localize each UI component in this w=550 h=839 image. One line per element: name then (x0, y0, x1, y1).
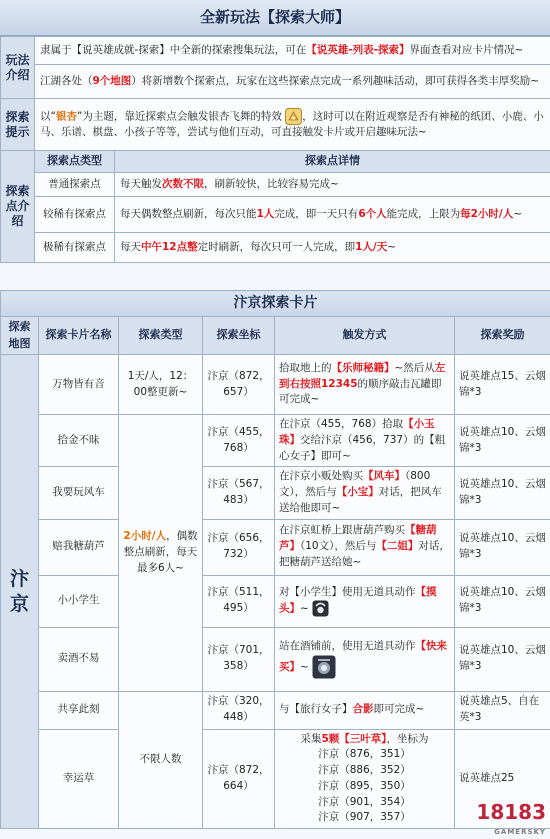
come-buy-action-icon (312, 655, 336, 679)
card-coord: 汴京（511，495） (203, 575, 275, 627)
card-name: 万物皆有音 (39, 355, 119, 415)
site-watermark: 18183 GAMERSKY (476, 800, 546, 836)
info-table (0, 36, 550, 263)
clover-coord: 汴京（895，350） (318, 779, 411, 792)
col-card-name: 探索卡片名称 (39, 317, 119, 355)
card-name: 赔我糖葫芦 (39, 519, 119, 575)
col-reward: 探索奖励 (455, 317, 550, 355)
card-trigger: 与【旅行女子】合影即可完成~ (275, 691, 455, 729)
card-reward: 说英雄点10、云烟锦*3 (455, 575, 550, 627)
card-coord: 汴京（455，768） (203, 415, 275, 467)
card-trigger: 拾取地上的【乐师秘籍】~然后从左到右按照12345的顺序敲击瓦罐即可完成~ (275, 355, 455, 415)
card-trigger: 对【小学生】使用无道具动作【摸头】~ (275, 575, 455, 627)
card-name: 幸运草 (39, 729, 119, 829)
card-coord: 汴京（656，732） (203, 519, 275, 575)
col-trigger: 触发方式 (275, 317, 455, 355)
card-trigger: 在汴京虹桥上跟唐葫芦购买【糖葫芦】（10文），然后与【二姐】对话，把糖葫芦送给她~ (275, 519, 455, 575)
clover-coord: 汴京（886，352） (318, 764, 411, 776)
pat-head-action-icon (312, 600, 329, 617)
card-reward: 说英雄点15、云烟锦*3 (455, 355, 550, 415)
card-coord: 汴京（872，664） (203, 729, 275, 829)
intro-label: 玩法介绍 (1, 37, 35, 99)
page-title: 全新玩法【探索大师】 (0, 0, 550, 36)
ginkgo-effect-icon (285, 108, 302, 125)
hint-text: 以“银杏”为主题，靠近探索点会触发银杏飞舞的特效 ，这时可以在附近观察是否有神秘的纸团、小鹿、小马、乐谱、棋盘、小孩子等等，尝试与他们互动，可直接触发卡片或开启趣味玩法~ (35, 99, 550, 151)
card-reward: 说英雄点10、云烟锦*3 (455, 519, 550, 575)
card-name: 卖酒不易 (39, 627, 119, 691)
intro-para-2: 江湖各处（9个地图）将新增数个探索点，玩家在这些探索点完成一系列趣味活动，即可获得各类丰厚奖励~ (35, 65, 550, 99)
intro-para-1: 隶属于【说英雄成就-探索】中全新的探索搜集玩法，可在【说英雄-列表-探索】界面查看对应卡片情况~ (35, 37, 550, 65)
type-daily: 1天/人，12：00整更新~ (119, 355, 203, 415)
card-name: 拾金不昧 (39, 415, 119, 467)
point-detail-2: 每天偶数整点刷新，每次只能1人完成，即一天只有6个人能完成，上限为每2小时/人~ (115, 197, 550, 233)
points-col-detail: 探索点详情 (115, 151, 550, 173)
col-coord: 探索坐标 (203, 317, 275, 355)
card-section-title: 汴京探索卡片 (1, 291, 550, 317)
card-reward: 说英雄点10、云烟锦*3 (455, 467, 550, 519)
point-detail-3: 每天中午12点整定时刷新，每次只可一人完成，即1人/天~ (115, 233, 550, 263)
card-name: 共享此刻 (39, 691, 119, 729)
card-trigger: 在汴京小贩处购买【风车】（800文），然后与【小宝】对话，把风车送给他即可~ (275, 467, 455, 519)
clover-coord: 汴京（876，351） (318, 748, 411, 761)
card-trigger: 采集5颗【三叶草】，坐标为 汴京（876，351） 汴京（886，352） 汴京（895，350） 汴京（901，354） 汴京（907，357） (275, 729, 455, 829)
card-reward: 说英雄点25 (455, 729, 550, 829)
card-table (0, 290, 550, 829)
card-name: 小小学生 (39, 575, 119, 627)
card-trigger: 在汴京（455，768）拾取【小玉珠】交给汴京（456，737）的【粗心女子】即可~ (275, 415, 455, 467)
clover-coord: 汴京（907，357） (318, 811, 411, 824)
card-coord: 汴京（701，358） (203, 627, 275, 691)
card-reward: 说英雄点10、云烟锦*3 (455, 627, 550, 691)
card-coord: 汴京（320，448） (203, 691, 275, 729)
card-reward: 说英雄点5、自在英*3 (455, 691, 550, 729)
type-2hour: 2小时/人，偶数整点刷新，每天最多6人~ (119, 415, 203, 692)
point-type-2: 较稀有探索点 (35, 197, 115, 233)
col-type: 探索类型 (119, 317, 203, 355)
map-name: 汴京 (1, 355, 39, 829)
clover-coord: 汴京（901，354） (318, 795, 411, 808)
col-map: 探索地图 (1, 317, 39, 355)
card-trigger: 站在酒铺前，使用无道具动作【快来买】~ (275, 627, 455, 691)
card-name: 我要玩风车 (39, 467, 119, 519)
card-coord: 汴京（872，657） (203, 355, 275, 415)
card-reward: 说英雄点10、云烟锦*3 (455, 415, 550, 467)
point-type-3: 极稀有探索点 (35, 233, 115, 263)
type-unlimited: 不限人数 (119, 691, 203, 829)
points-label: 探索点介绍 (1, 151, 35, 263)
card-coord: 汴京（567，483） (203, 467, 275, 519)
hint-label: 探索提示 (1, 99, 35, 151)
points-col-type: 探索点类型 (35, 151, 115, 173)
point-detail-1: 每天触发次数不限，刷新较快，比较容易完成~ (115, 173, 550, 197)
point-type-1: 普通探索点 (35, 173, 115, 197)
